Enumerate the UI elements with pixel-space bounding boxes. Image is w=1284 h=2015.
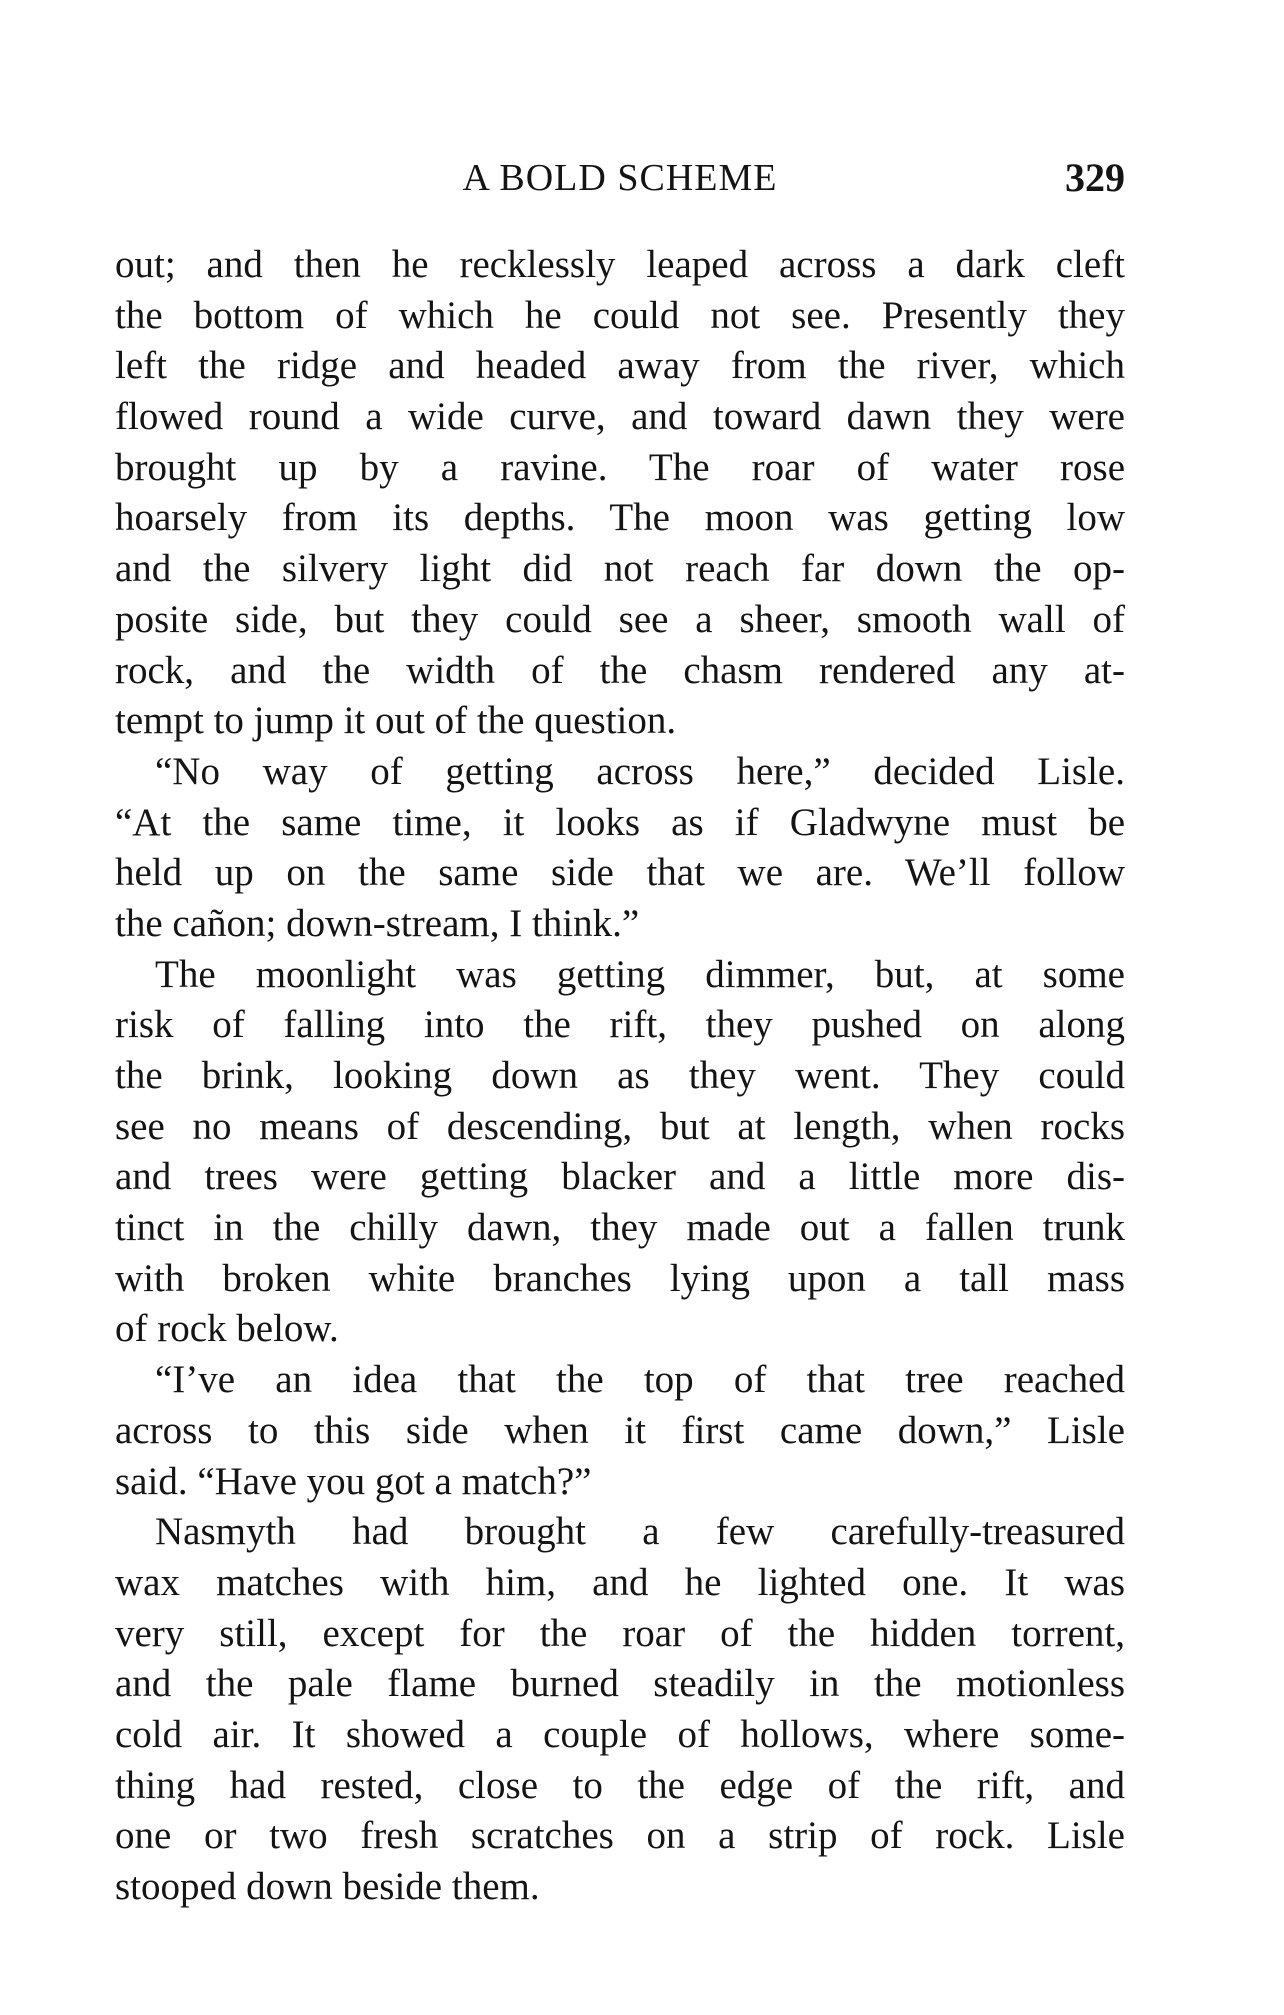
text-line: tempt to jump it out of the question.: [115, 699, 677, 743]
text-line: “I’ve an idea that the top of that tree reached: [155, 1358, 1125, 1402]
text-line: stooped down beside them.: [115, 1865, 540, 1908]
running-head: [115, 150, 1125, 206]
text-line: the cañon; down-stream, I think.”: [115, 901, 640, 945]
text-line: of rock below.: [115, 1307, 339, 1351]
text-line: out; and then he recklessly leaped across a dark cleft: [115, 243, 1125, 286]
text-line: risk of falling into the rift, they pushed on along: [115, 1003, 1125, 1047]
text-line: tinct in the chilly dawn, they made out a fallen trunk: [115, 1206, 1125, 1250]
text-line: Nasmyth had brought a few carefully-treasured: [155, 1510, 1125, 1554]
text-line: posite side, but they could see a sheer, smooth wall of: [115, 597, 1125, 641]
text-line: rock, and the width of the chasm rendered any at-: [115, 648, 1125, 692]
text-line: with broken white branches lying upon a tall mass: [115, 1256, 1125, 1300]
text-line: see no means of descending, but at length, when rocks: [115, 1104, 1125, 1148]
text-line: and the pale flame burned steadily in the motionless: [115, 1662, 1125, 1706]
text-line: brought up by a ravine. The roar of water rose: [115, 445, 1125, 489]
text-line: flowed round a wide curve, and toward dawn they were: [115, 395, 1125, 439]
text-line: wax matches with him, and he lighted one. It was: [115, 1560, 1125, 1604]
body-text: [115, 240, 1125, 1913]
text-line: “At the same time, it looks as if Gladwyne must be: [115, 800, 1125, 844]
text-line: very still, except for the roar of the hidden torrent,: [115, 1611, 1125, 1655]
text-line: held up on the same side that we are. We’ll follow: [115, 851, 1125, 895]
text-line: the brink, looking down as they went. They could: [115, 1054, 1125, 1097]
text-line: the bottom of which he could not see. Presently they: [115, 293, 1125, 337]
text-line: and the silvery light did not reach far down the op-: [115, 547, 1125, 591]
text-line: The moonlight was getting dimmer, but, at some: [155, 952, 1125, 996]
text-line: left the ridge and headed away from the river, which: [115, 344, 1125, 388]
text-line: said. “Have you got a match?”: [115, 1459, 592, 1503]
text-line: cold air. It showed a couple of hollows, where some-: [115, 1712, 1125, 1756]
page-number: 329: [1065, 155, 1125, 200]
text-line: and trees were getting blacker and a little more dis-: [115, 1155, 1125, 1199]
text-line: “No way of getting across here,” decided Lisle.: [155, 749, 1125, 793]
text-line: one or two fresh scratches on a strip of rock. Lisle: [115, 1814, 1125, 1858]
text-line: thing had rested, close to the edge of the rift, and: [115, 1763, 1125, 1807]
text-line: across to this side when it first came down,” Lisle: [115, 1408, 1125, 1452]
text-line: hoarsely from its depths. The moon was getting low: [115, 496, 1125, 540]
chapter-title: A BOLD SCHEME: [462, 157, 778, 199]
